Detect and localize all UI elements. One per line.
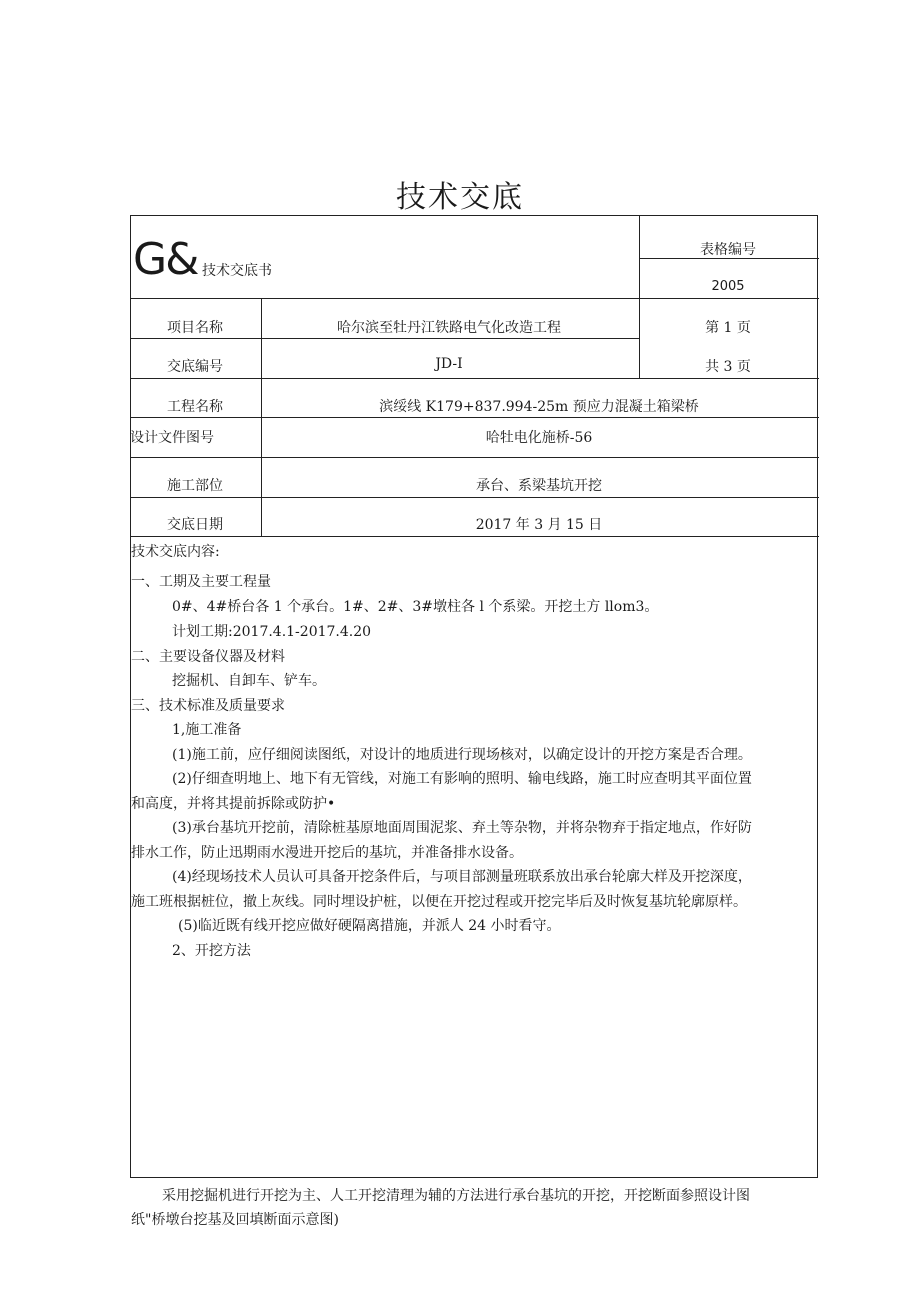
work-name-value: 滨绥线 K179+837.994-25m 预应力混凝土箱梁桥 xyxy=(379,399,699,415)
section-1-para-2: 计划工期:2017.4.1-2017.4.20 xyxy=(172,624,372,640)
drawing-number-value: 哈牡电化施桥-56 xyxy=(485,430,593,446)
rule-drawing xyxy=(131,457,819,458)
section-1-para-1: 0#、4#桥台各 1 个承台。1#、2#、3#墩柱各 l 个系梁。开挖土方 llom3。 xyxy=(172,599,659,615)
disclosure-date-label: 交底日期 xyxy=(167,517,223,533)
form-number-label: 表格编号 xyxy=(700,242,756,258)
project-name-value: 哈尔滨至牡丹江铁路电气化改造工程 xyxy=(337,320,561,336)
item-3-line-2: 排水工作，防止迅期雨水漫进开挖后的基坑，并准备排水设备。 xyxy=(131,845,523,861)
rule-work xyxy=(131,417,819,418)
disclosure-code-label: 交底编号 xyxy=(167,359,223,375)
rule-part xyxy=(131,497,819,498)
page-number: 第 1 页 xyxy=(705,320,751,336)
construction-part-value: 承台、系梁基坑开挖 xyxy=(476,478,602,494)
logo-subtitle: 技术交底书 xyxy=(202,263,272,279)
item-2-line-2: 和高度，并将其提前拆除或防护• xyxy=(131,796,336,812)
rule-date xyxy=(131,536,819,537)
item-4-line-2: 施工班根据桩位，撤上灰线。同时埋设护桩，以便在开挖过程或开挖完毕后及时恢复基坑轮廓原样。 xyxy=(131,894,747,910)
disclosure-date-value: 2017 年 3 月 15 日 xyxy=(475,517,603,533)
page-total: 共 3 页 xyxy=(705,359,751,375)
item-4-line-1: (4)经现场技术人员认可具备开挖条件后，与项目部测量班联系放出承台轮廓大样及开挖深度， xyxy=(172,869,752,885)
rule-project xyxy=(131,338,639,339)
item-5: (5)临近既有线开挖应做好硬隔离措施，并派人 24 小时看守。 xyxy=(178,918,561,934)
section-2-heading: 二、主要设备仪器及材料 xyxy=(131,649,285,665)
subsection-3-2: 2、开挖方法 xyxy=(172,943,251,959)
footer-line-1: 采用挖掘机进行开挖为主、人工开挖清理为辅的方法进行承台基坑的开挖，开挖断面参照设计图 xyxy=(162,1188,750,1204)
rule-code xyxy=(131,378,819,379)
rule-header xyxy=(131,298,819,299)
disclosure-code-value: JD-I xyxy=(435,356,463,372)
item-1: (1)施工前，应仔细阅读图纸，对设计的地质进行现场核对，以确定设计的开挖方案是否合理。 xyxy=(172,747,752,763)
document-title: 技术交底 xyxy=(396,180,524,215)
section-2-para-1: 挖掘机、自卸车、铲车。 xyxy=(172,673,326,689)
work-name-label: 工程名称 xyxy=(167,399,223,415)
section-1-heading: 一、工期及主要工程量 xyxy=(131,574,271,590)
subsection-3-1: 1,施工准备 xyxy=(172,722,242,738)
form-number-value: 2005 xyxy=(711,279,745,294)
section-3-heading: 三、技术标准及质量要求 xyxy=(131,698,285,714)
project-name-label: 项目名称 xyxy=(167,320,223,336)
footer-line-2: 纸"桥墩台挖基及回填断面示意图) xyxy=(131,1212,339,1228)
item-3-line-1: (3)承台基坑开挖前，清除桩基原地面周围泥浆、弃土等杂物，并将杂物弃于指定地点，作好防 xyxy=(172,820,752,836)
content-heading: 技术交底内容: xyxy=(131,544,220,560)
item-2-line-1: (2)仔细查明地上、地下有无管线，对施工有影响的照明、输电线路，施工时应查明其平面位置 xyxy=(172,771,752,787)
logo-mark: G& xyxy=(133,234,198,285)
drawing-number-label: 设计文件图号 xyxy=(130,430,214,446)
construction-part-label: 施工部位 xyxy=(167,478,223,494)
